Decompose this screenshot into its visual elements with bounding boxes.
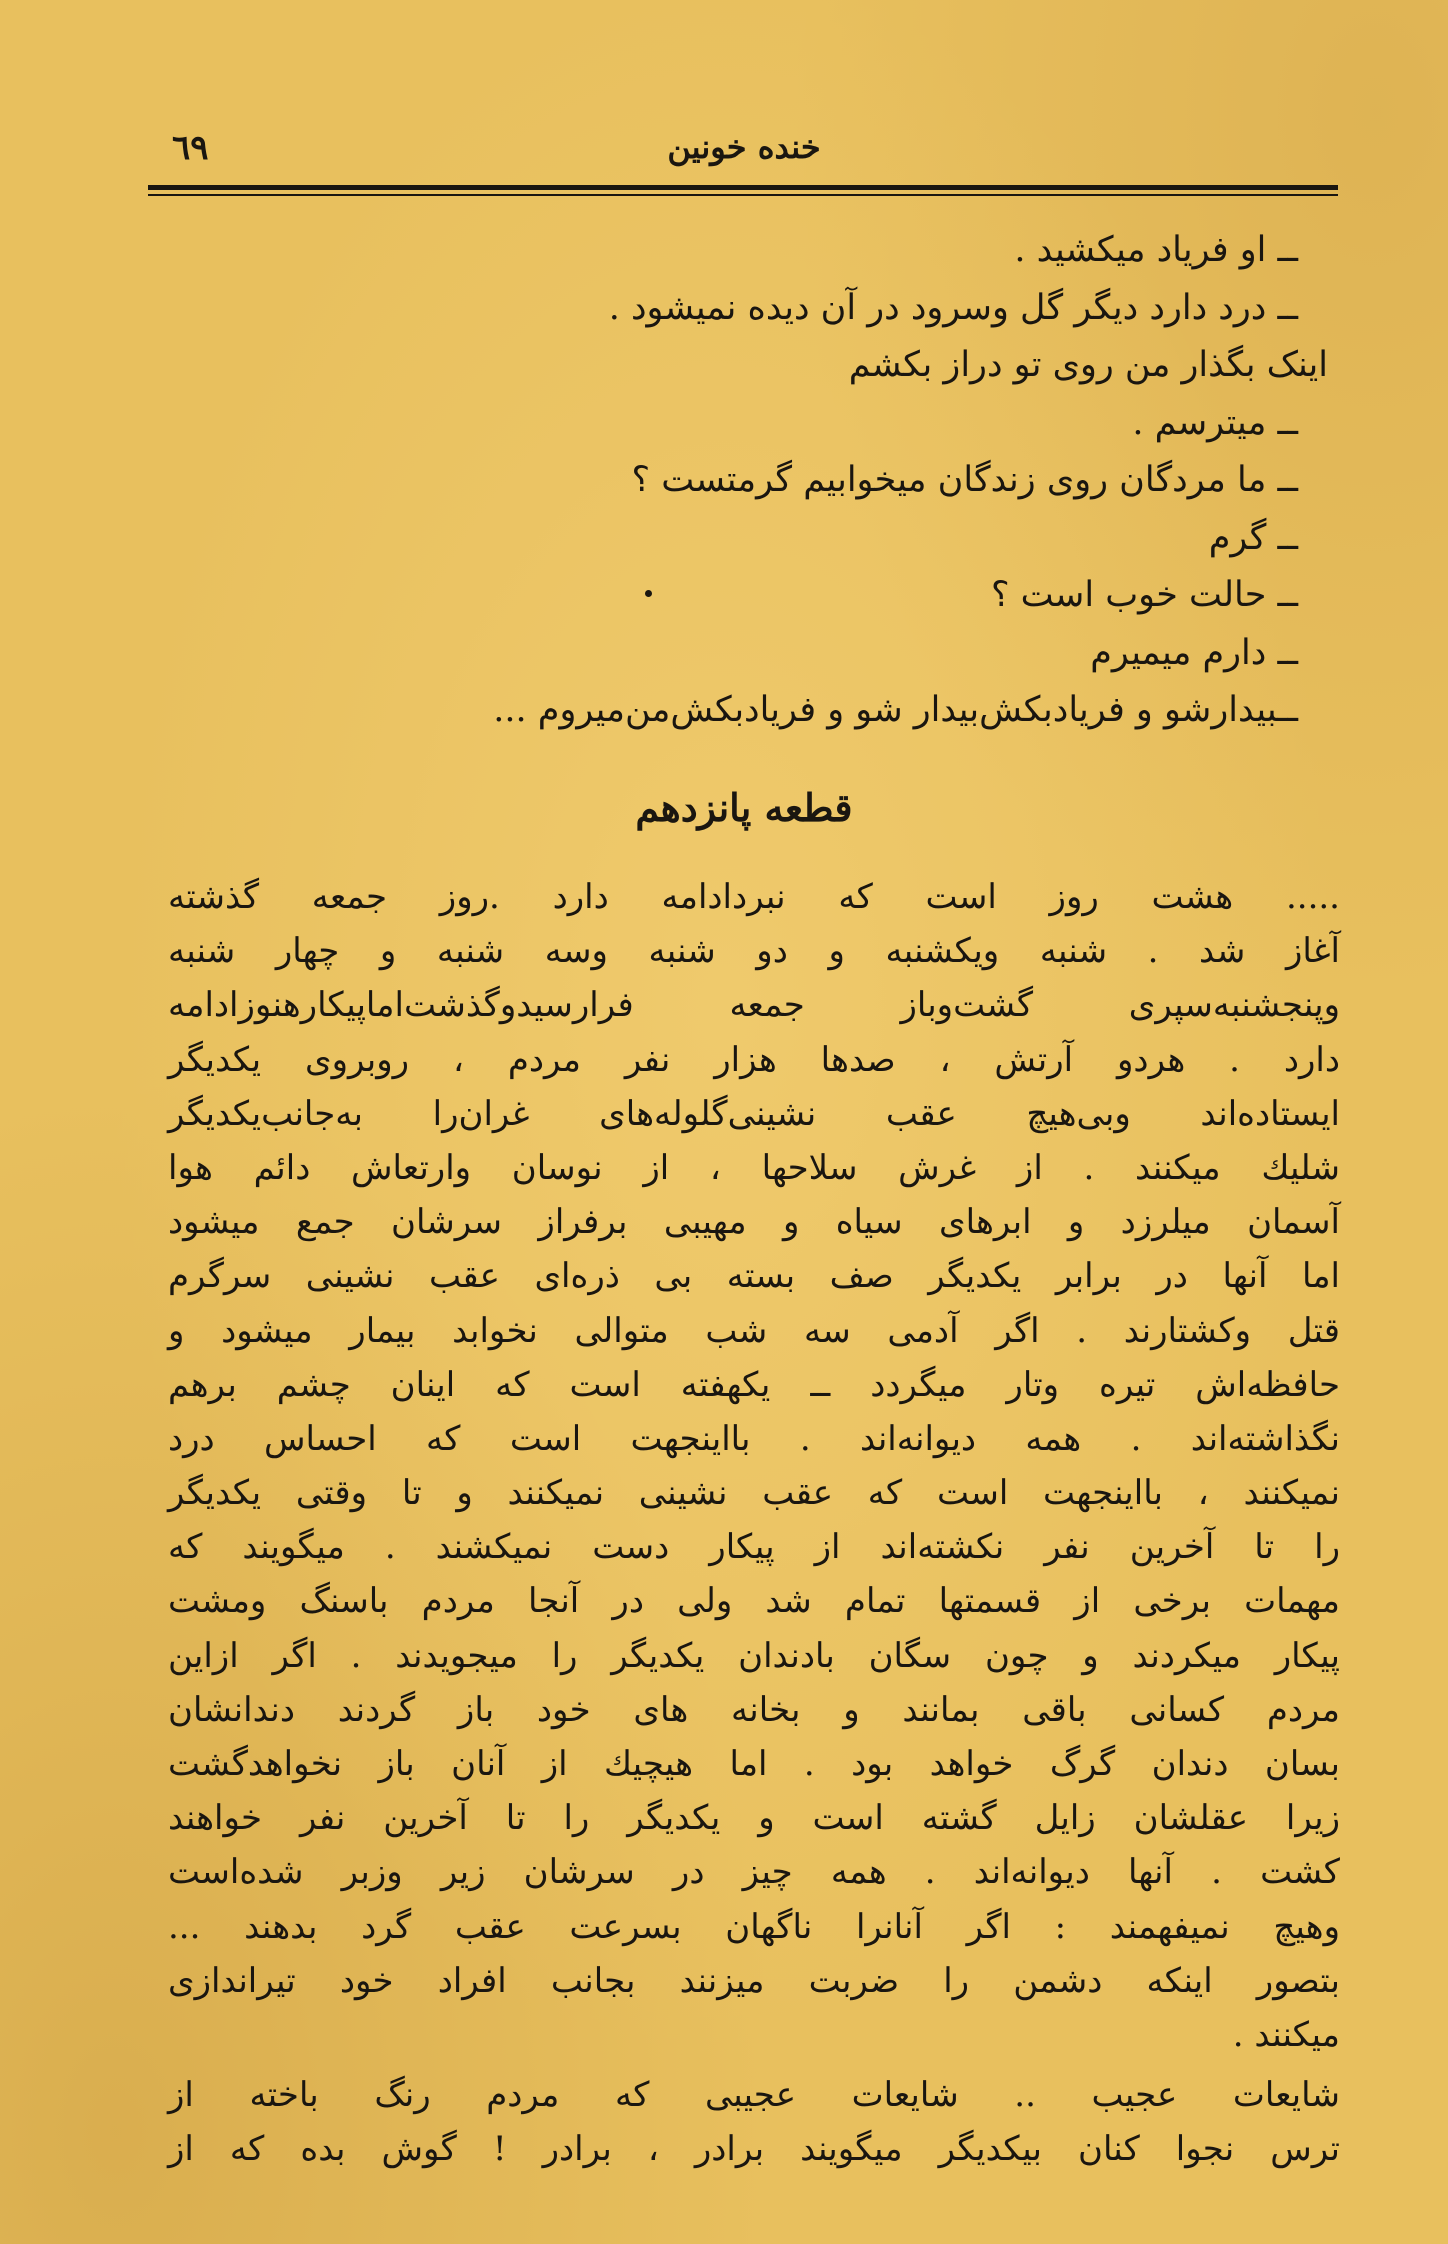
ink-dot xyxy=(645,590,652,597)
text-line: آغاز شد . شنبه ویکشنبه و دو شنبه وسه شنبه و چهار شنبه xyxy=(168,931,1340,972)
section-heading: قطعه پانزدهم xyxy=(635,785,853,830)
header-rule-thin xyxy=(148,194,1338,196)
dialogue-block xyxy=(170,222,1328,740)
text-line: ایستاده‌اند وبی‌هیچ عقب نشینی‌گلوله‌های غران‌را به‌جانب‌یکدیگر xyxy=(168,1093,1340,1134)
dialogue-line: ــبیدارشو و فریادبکش‌بیدار شو و فریادبکش‌من‌میروم ... xyxy=(493,690,1298,730)
body-text xyxy=(168,870,1340,2177)
text-line: ..... هشت روز است که نبردادامه دارد .روز جمعه گذشته xyxy=(168,877,1340,917)
text-line: میکنند . xyxy=(1232,2014,1340,2055)
dialogue-line: ــ ما مردگان روی زندگان میخوابیم گرمتست ؟ xyxy=(631,460,1298,500)
text-line: زیرا عقلشان زایل گشته است و یکدیگر را تا آخرین نفر خواهند xyxy=(168,1798,1340,1839)
text-line: شایعات عجیب .. شایعات عجیبی که مردم رنگ باخته از xyxy=(168,2075,1340,2116)
text-line: دارد . هردو آرتش ، صدها هزار نفر مردم ، روبروی یکدیگر xyxy=(168,1039,1341,1080)
text-line: اما آنها در برابر یکدیگر صف بسته بی ذره‌ای عقب نشینی سرگرم xyxy=(168,1256,1340,1297)
page-header xyxy=(150,120,1338,180)
text-line: قتل وکشتارند . اگر آدمی سه شب متوالی نخوابد بیمار میشود و xyxy=(168,1310,1340,1351)
text-line: ترس نجوا کنان بیکدیگر میگویند برادر ، برادر ! گوش بده که از xyxy=(168,2129,1340,2170)
text-line: وهیچ نمیفهمند : اگر آنانرا ناگهان بسرعت عقب گرد بدهند ... xyxy=(168,1906,1340,1947)
dialogue-line: ــ دارم میمیرم xyxy=(1090,632,1298,673)
text-line: مردم کسانی باقی بمانند و بخانه های خود باز گردند دندانشان xyxy=(168,1689,1340,1730)
dialogue-line: ــ حالت خوب است ؟ xyxy=(990,575,1298,615)
text-line: شلیك میکنند . از غرش سلاحها ، از نوسان وارتعاش دائم هوا xyxy=(168,1147,1340,1188)
text-line: را تا آخرین نفر نکشته‌اند از پیکار دست نمیکشند . میگویند که xyxy=(168,1527,1340,1568)
text-line: پیکار میکردند و چون سگان بادندان یکدیگر را میجویدند . اگر ازاین xyxy=(168,1635,1340,1676)
text-line: نگذاشته‌اند . همه دیوانه‌اند . بااینجهت است که احساس درد xyxy=(168,1418,1340,1459)
text-line: کشت . آنها دیوانه‌اند . همه چیز در سرشان زیر وزبر شده‌است xyxy=(168,1852,1340,1893)
dialogue-line: ــ او فریاد میکشید . xyxy=(1014,230,1298,270)
dialogue-line: ــ میترسم . xyxy=(1132,402,1298,443)
header-rule-thick xyxy=(148,185,1338,190)
text-line: آسمان میلرزد و ابرهای سیاه و مهیبی برفراز سرشان جمع میشود xyxy=(168,1202,1340,1243)
dialogue-line: ــ گرم xyxy=(1208,517,1298,558)
page-number: ٦٩ xyxy=(172,128,209,168)
running-title: خنده خونین xyxy=(667,128,821,166)
text-line: مهمات برخی از قسمتها تمام شد ولی در آنجا مردم باسنگ ومشت xyxy=(168,1581,1340,1622)
text-line: بسان دندان گرگ خواهد بود . اما هیچیك از آنان باز نخواهدگشت xyxy=(168,1744,1340,1784)
text-line: وپنجشنبه‌سپری گشت‌وباز جمعه فرارسیدوگذشت‌اماپیکارهنوزادامه xyxy=(168,985,1340,1026)
text-line: نمیکنند ، بااینجهت است که عقب نشینی نمیکنند و تا وقتی یکدیگر xyxy=(168,1473,1340,1514)
text-line: بتصور اینکه دشمن را ضربت میزنند بجانب افراد خود تیراندازی xyxy=(168,1960,1340,2001)
dialogue-line: اینک بگذار من روی تو دراز بکشم xyxy=(848,345,1328,385)
text-line: حافظه‌اش تیره وتار میگردد ــ یکهفته است که اینان چشم برهم xyxy=(168,1364,1340,1405)
dialogue-line: ــ درد دارد دیگر گل وسرود در آن دیده نمیشود . xyxy=(608,287,1298,328)
